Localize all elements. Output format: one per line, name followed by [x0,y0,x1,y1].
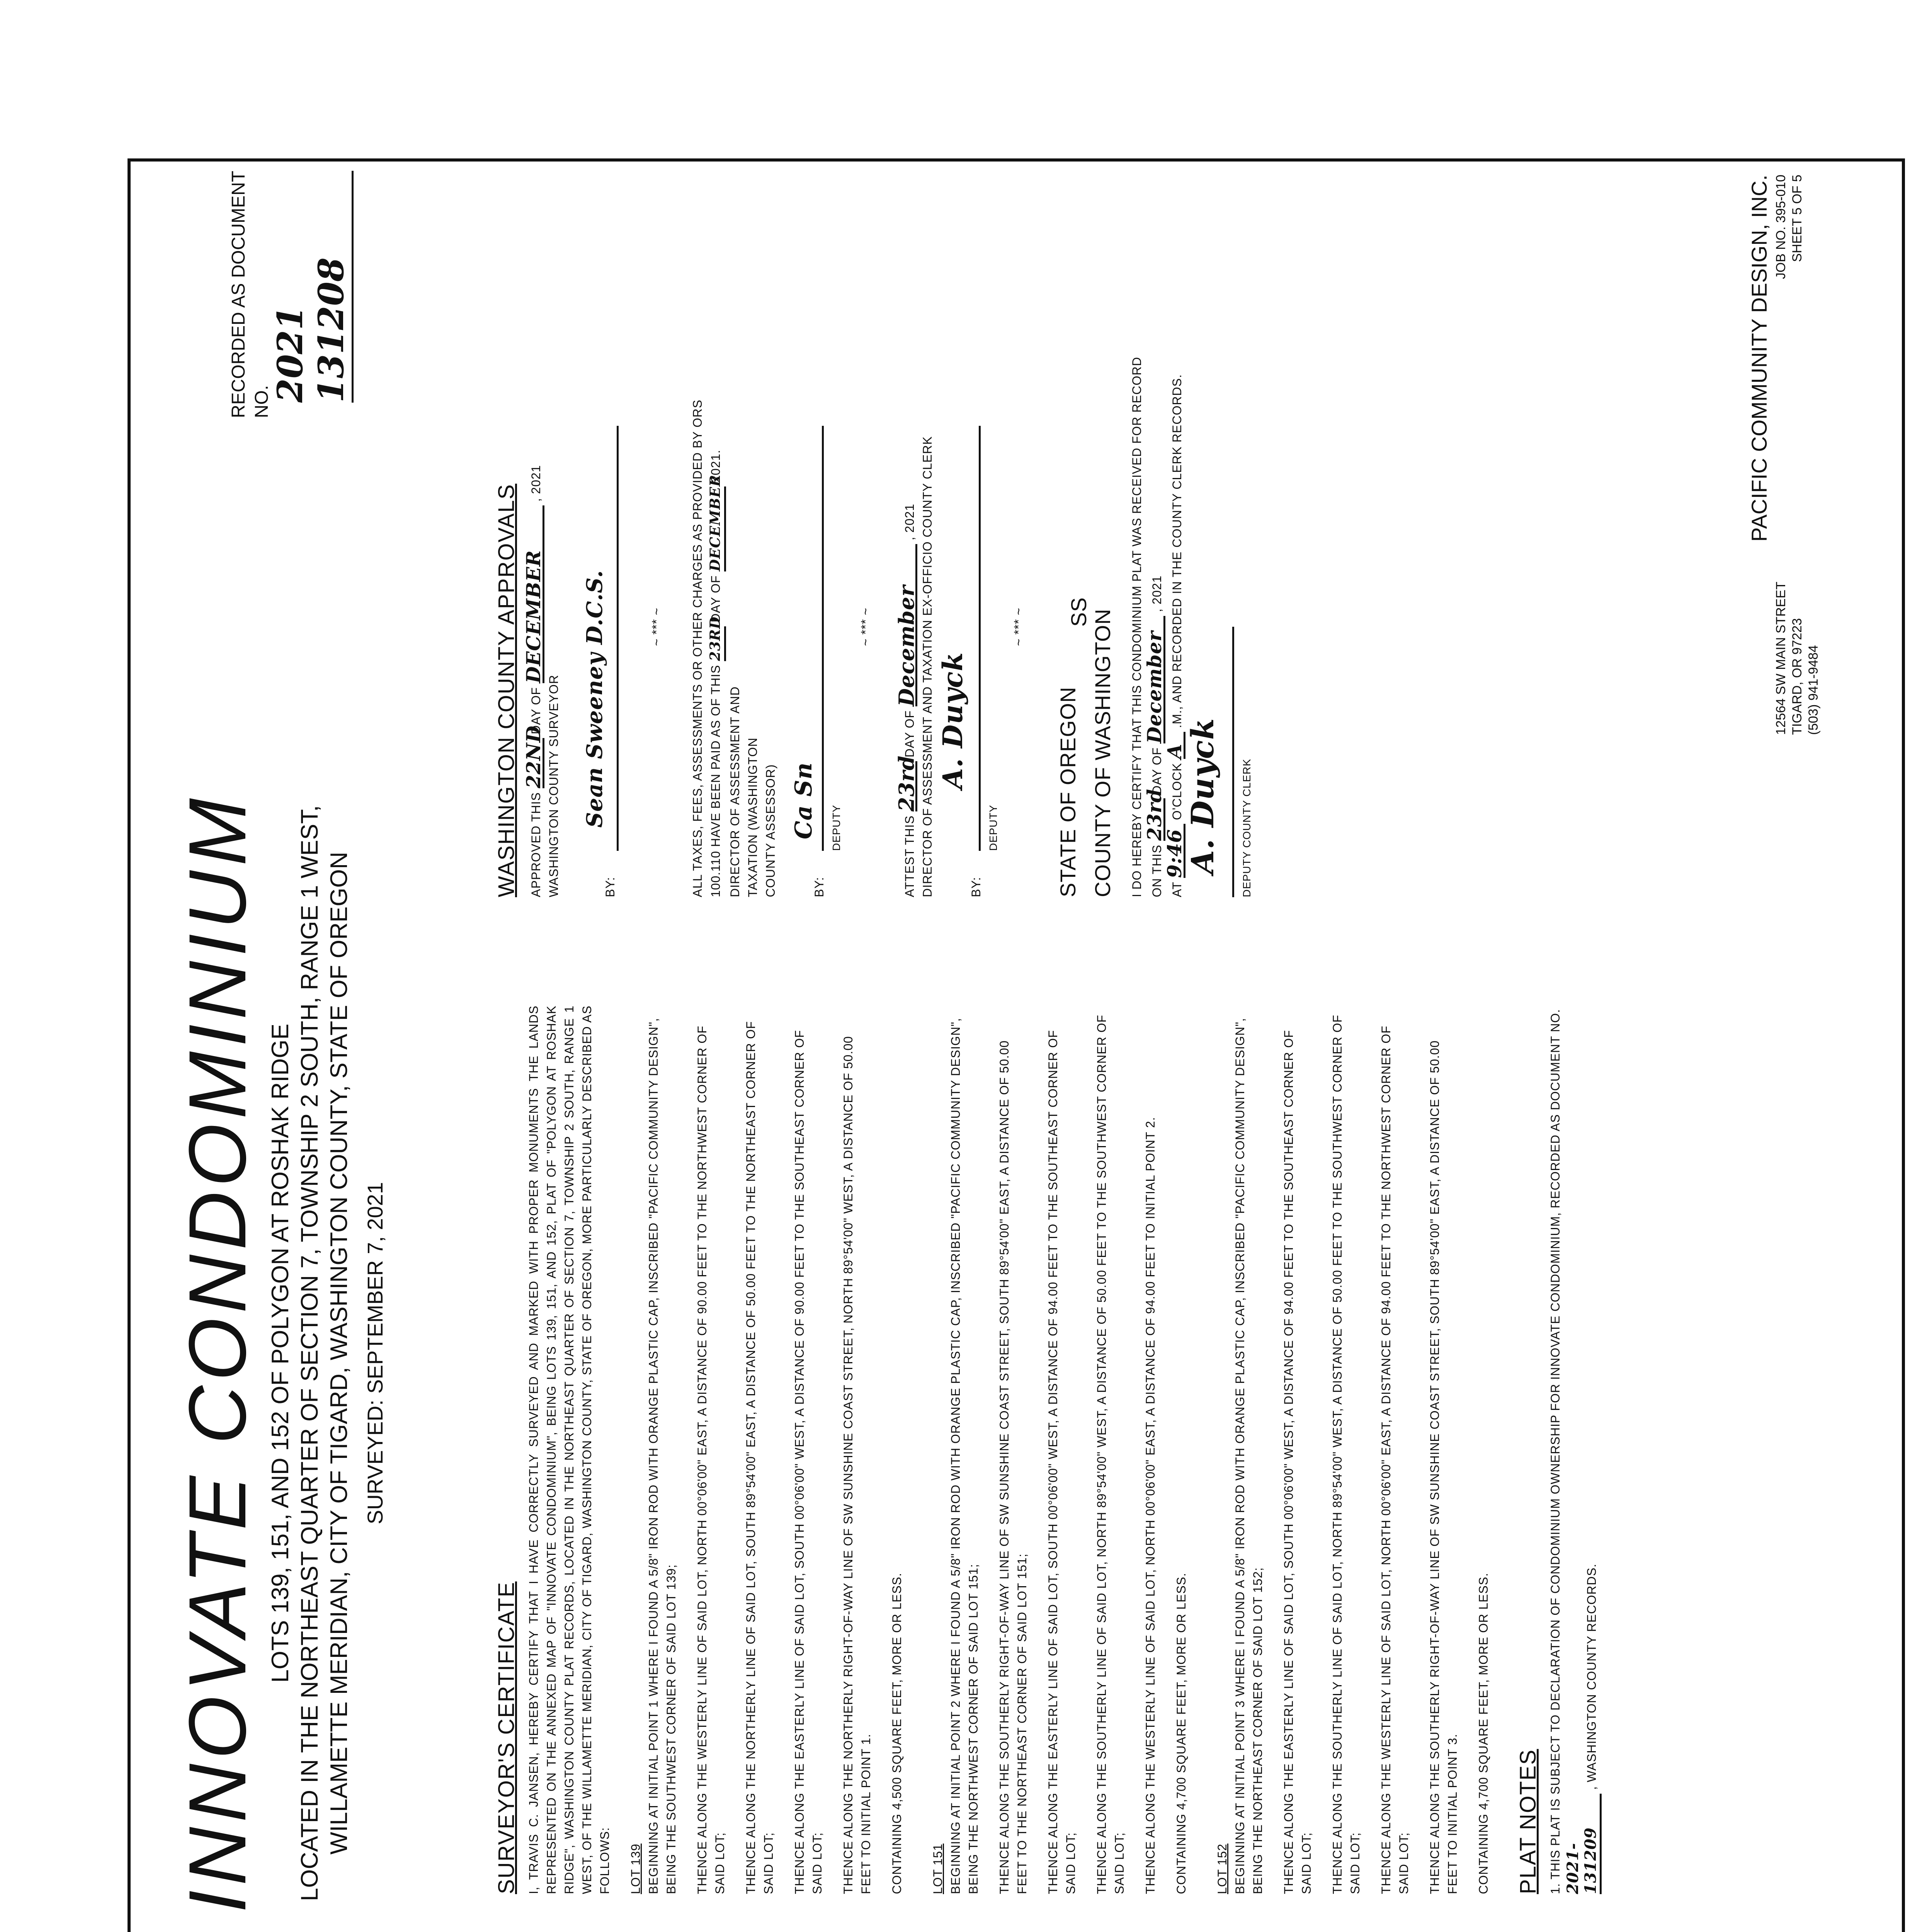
county-state: STATE OF OREGON [1056,687,1080,897]
plat-note-1a: 1. THIS PLAT IS SUBJECT TO DECLARATION OF CONDOMINIUM OWNERSHIP FOR INNOVATE CONDOMINIUM, RECORDED AS DOCUMENT NO. [1548,1009,1562,1894]
county-state-row [1051,356,1120,897]
plat-note-1-doc: 2021-131209 [1564,1794,1602,1894]
attest-day: 23rd [894,755,919,812]
surveyor-intro: I, TRAVIS C. JANSEN, HEREBY CERTIFY THAT I HAVE CORRECTLY SURVEYED AND MARKED WITH PROPER MONUMENTS THE LANDS REPRESENTED ON THE ANNEXED MAP OF "INNOVATE CONDOMINIUM", BEING LOTS 139, 151, AND 152, PLAT OF "POLYGON AT ROSHAK RIDGE", WASHINGTON COUNTY PLAT RECORDS, LOCATED IN THE NORTHEAST QUARTER OF SECTION 7, TOWNSHIP 2 SOUTH, RANGE 1 WEST, OF THE WILLAMETTE MERIDIAN, CITY OF TIGARD, WASHINGTON COUNTY, STATE OF OREGON, MORE PARTICULARLY DESCRIBED AS FOLLOWS: [527,1005,612,1894]
by2-label: BY: [812,877,826,897]
plat-sheet [128,158,1905,1932]
page-title: INNOVATE CONDOMINIUM [172,793,263,1913]
lot151-p6: CONTAINING 4,700 SQUARE FEET, MORE OR LESS. [1174,1573,1188,1894]
by1-row [582,356,628,897]
lot152-p3: THENCE ALONG THE SOUTHERLY LINE OF SAID LOT, NORTH 89°54'00" WEST, A DISTANCE OF 50.00 FEET TO THE SOUTHWEST CORNER OF SAID LOT; [1330,1014,1362,1894]
taxes-year: 2021. [709,449,723,483]
rec-year: , 2021 [1150,575,1164,612]
approved-day-of: DAY OF [529,687,543,735]
by2-row [779,356,841,897]
taxes-month: DECEMBER [706,486,726,571]
by3-row [936,356,999,897]
county-heading: WASHINGTON COUNTY APPROVALS [494,483,519,897]
rec-day-of: DAY OF [1150,747,1164,795]
lot152-p5: THENCE ALONG THE SOUTHERLY RIGHT-OF-WAY LINE OF SW SUNSHINE COAST STREET, SOUTH 89°54'00" EAST, A DISTANCE OF 50.00 FEET TO INITIAL POINT 3. [1428,1040,1459,1894]
on-this-row [1143,356,1166,897]
director-label: DIRECTOR OF ASSESSMENT AND TAXATION EX-OFFICIO COUNTY CLERK [920,436,934,897]
firm-address-1: 12564 SW MAIN STREET [1774,582,1788,735]
recorded-in: .M., AND RECORDED IN THE COUNTY CLERK RECORDS. [1170,374,1184,728]
attest-month: December [898,544,917,706]
recorded-doc-number: 2021 131208 [270,171,354,403]
county-surveyor-label: WASHINGTON COUNTY SURVEYOR [547,675,561,897]
by1-line [617,426,619,851]
firm-block [1746,175,1827,735]
lot151-p4: THENCE ALONG THE SOUTHERLY LINE OF SAID LOT, NORTH 89°54'00" WEST, A DISTANCE OF 50.00 FEET TO THE SOUTHWEST CORNER OF SAID LOT; [1095,1014,1126,1894]
lot152-p2: THENCE ALONG THE EASTERLY LINE OF SAID LOT, SOUTH 00°06'00" WEST, A DISTANCE OF 94.00 FEET TO THE SOUTHEAST CORNER OF SAID LOT; [1282,1030,1313,1894]
by3-line [979,426,981,851]
lot152-p1: BEGINNING AT INITIAL POINT 3 WHERE I FOUND A 5/8" IRON ROD WITH ORANGE PLASTIC CAP, INSCRIBED "PACIFIC COMMUNITY DESIGN", BEING THE NORTHEAST CORNER OF SAID LOT 152; [1233,1018,1265,1894]
subtitle-line-1: LOTS 139, 151, AND 152 OF POLYGON AT ROSHAK RIDGE [267,1024,294,1683]
lot151-p2: THENCE ALONG THE SOUTHERLY RIGHT-OF-WAY LINE OF SW SUNSHINE COAST STREET, SOUTH 89°54'00" EAST, A DISTANCE OF 50.00 FEET TO THE NORTHEAST CORNER OF SAID LOT 151; [997,1040,1029,1894]
recorded-doc [227,171,274,418]
at-label: AT [1170,882,1184,897]
rotated-content [131,162,1902,1932]
certify-text: I DO HEREBY CERTIFY THAT THIS CONDOMINIUM PLAT WAS RECEIVED FOR RECORD [1130,357,1144,897]
deputy-clerk-label: DEPUTY COUNTY CLERK [1241,759,1253,897]
separator-2: ~ *** ~ [859,607,872,646]
column-county: WASHINGTON COUNTY APPROVALS APPROVED THIS 22ND DAY OF DECEMBER , 2021 WASHINGTON COUNTY SURVEYOR BY: Sean Sweeney D.C.S. ~ *** ~ ALL TAXES, FEES, ASSESSMENTS OR OTHER CHARGES AS PROVIDED BY ORS 100.110 HAVE BEEN PAID AS OF THIS 23RD DAY OF DECEMBER 2021. DIRECTOR OF ASSESSMENT AND TAXATION (WASHINGTON COUNTY ASSESSOR) BY: Ca Sn DEPUTY ~ *** ~ ATTEST THIS 23rd DAY OF December , 2021 DIRECTOR OF ASSESSMENT AND TAXATION EX-OFFICIO COUNTY CLERK BY: A. Duyck DEPUTY ~ *** ~ STATE OF OREGON COUNTY OF WASHINGTON SS I DO HEREBY CERTIFY THAT THIS CONDOMINIUM PLAT WAS RECEIVED FOR RECORD ON THIS 23rd DAY OF December , 2021 AT 9:46 O'CLOCK A .M., AND RECORDED IN THE COUNTY CLERK RECORDS. A. Duyck DEPUTY COUNTY CLERK [498,356,1252,897]
lot139-label: LOT 139 [629,1844,643,1894]
by3-label: BY: [969,877,983,897]
by1-label: BY: [603,877,617,897]
recorded-label: RECORDED AS DOCUMENT NO. [228,171,272,418]
plat-note-1 [1546,1005,1602,1894]
by2-line [822,426,824,851]
title-block [173,793,393,1913]
at-row [1163,356,1186,897]
on-this-label: ON THIS [1150,844,1164,897]
separator-1: ~ *** ~ [650,607,663,646]
lot152-p6: CONTAINING 4,700 SQUARE FEET, MORE OR LESS. [1476,1573,1490,1894]
clerk-row [1186,356,1252,897]
firm-job: JOB NO. 395-010 [1774,175,1788,279]
surveyed-date: SURVEYED: SEPTEMBER 7, 2021 [363,1182,387,1524]
assessor-label: DIRECTOR OF ASSESSMENT AND TAXATION (WASHINGTON COUNTY ASSESSOR) [728,686,777,897]
taxes-body: ALL TAXES, FEES, ASSESSMENTS OR OTHER CHARGES AS PROVIDED BY ORS 100.110 HAVE BEEN PAID AS OF THIS [690,399,723,897]
firm-address-2: TIGARD, OR 97223 [1790,618,1804,735]
approved-day: 22ND [522,725,545,789]
subtitle-line-3: WILLAMETTE MERIDIAN, CITY OF TIGARD, WASHINGTON COUNTY, STATE OF OREGON [326,852,352,1855]
by3-signature: A. Duyck [937,652,969,789]
lot139-p4: THENCE ALONG THE EASTERLY LINE OF SAID LOT, SOUTH 00°06'00" WEST, A DISTANCE OF 90.00 FEET TO THE SOUTHEAST CORNER OF SAID LOT; [793,1030,824,1894]
lot151-p5: THENCE ALONG THE WESTERLY LINE OF SAID LOT, NORTH 00°06'00" EAST, A DISTANCE OF 94.00 FEET TO INITIAL POINT 2. [1143,1117,1157,1894]
attest-row [894,356,919,897]
lot139-p3: THENCE ALONG THE NORTHERLY LINE OF SAID LOT, SOUTH 89°54'00" EAST, A DISTANCE OF 50.00 FEET TO THE NORTHEAST CORNER OF SAID LOT; [744,1021,776,1894]
lot139-p5: THENCE ALONG THE NORTHERLY RIGHT-OF-WAY LINE OF SW SUNSHINE COAST STREET, NORTH 89°54'00" WEST, A DISTANCE OF 50.00 FEET TO INITIAL POINT 1. [841,1036,873,1894]
county-county: COUNTY OF WASHINGTON [1090,609,1115,897]
oclock-label: O'CLOCK [1170,763,1184,820]
clerk-signature: A. Duyck [1184,718,1221,874]
taxes-day: 23RD [706,626,726,661]
lot152-label: LOT 152 [1215,1844,1229,1894]
firm-sheet: SHEET 5 OF 5 [1790,175,1804,262]
firm-name: PACIFIC COMMUNITY DESIGN, INC. [1747,175,1771,542]
attest-day-of: DAY OF [903,710,917,758]
attest-year: , 2021 [903,503,917,541]
lot152-p4: THENCE ALONG THE WESTERLY LINE OF SAID LOT, NORTH 00°06'00" EAST, A DISTANCE OF 94.00 FEET TO THE NORTHWEST CORNER OF SAID LOT; [1379,1026,1411,1894]
approved-year: , 2021 [529,465,543,502]
lot139-p2: THENCE ALONG THE WESTERLY LINE OF SAID LOT, NORTH 00°06'00" EAST, A DISTANCE OF 90.00 FEET TO THE NORTHWEST CORNER OF SAID LOT; [695,1026,727,1894]
clerk-line [1232,627,1234,897]
approved-row [522,356,545,897]
subtitle-line-2: LOCATED IN THE NORTHEAST QUARTER OF SECTION 7, TOWNSHIP 2 SOUTH, RANGE 1 WEST, [296,805,323,1901]
rec-ampm: A [1166,732,1185,759]
rec-day: 23rd [1143,789,1166,841]
taxes-day-of: DAY OF [709,575,723,622]
approved-label: APPROVED THIS [529,792,543,897]
plat-notes-heading: PLAT NOTES [1515,1749,1541,1894]
separator-3: ~ *** ~ [1012,607,1026,646]
surveyor-heading: SURVEYOR'S CERTIFICATE [494,1581,519,1894]
lot139-p1: BEGINNING AT INITIAL POINT 1 WHERE I FOUND A 5/8" IRON ROD WITH ORANGE PLASTIC CAP, INSCRIBED "PACIFIC COMMUNITY DESIGN", BEING THE SOUTHWEST CORNER OF SAID LOT 139; [646,1018,678,1894]
taxes-text [689,356,726,897]
by1-signature: Sean Sweeney D.C.S. [582,570,607,828]
rec-time: 9:46 [1166,824,1185,878]
rec-month: December [1146,616,1165,743]
by2-signature: Ca Sn [790,762,817,839]
column-surveyor [494,1005,1615,1894]
lot151-label: LOT 151 [931,1844,945,1894]
firm-phone: (503) 941-9484 [1806,645,1821,735]
lot151-p1: BEGINNING AT INITIAL POINT 2 WHERE I FOUND A 5/8" IRON ROD WITH ORANGE PLASTIC CAP, INSCRIBED "PACIFIC COMMUNITY DESIGN", BEING THE NORTHWEST CORNER OF SAID LOT 151; [949,1018,980,1894]
attest-label: ATTEST THIS [903,815,917,897]
by3-deputy: DEPUTY [987,804,999,851]
approved-month: DECEMBER [525,505,544,683]
by2-deputy: DEPUTY [830,804,842,851]
lot151-p3: THENCE ALONG THE EASTERLY LINE OF SAID LOT, SOUTH 00°06'00" WEST, A DISTANCE OF 94.00 FEET TO THE SOUTHEAST CORNER OF SAID LOT; [1046,1030,1078,1894]
plat-note-1b: , WASHINGTON COUNTY RECORDS. [1585,1563,1599,1790]
firm-details [1773,175,1827,735]
lot139-p6: CONTAINING 4,500 SQUARE FEET, MORE OR LESS. [890,1573,904,1894]
